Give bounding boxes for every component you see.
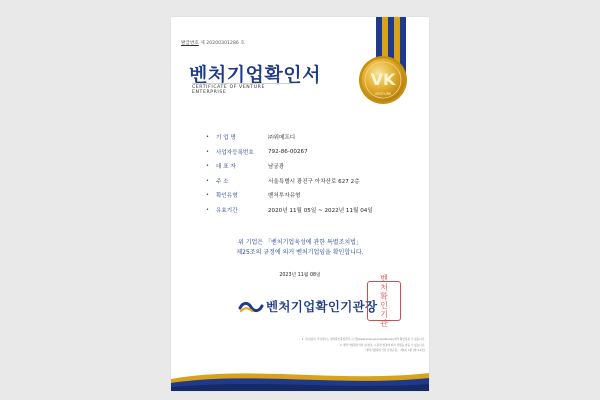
issuer-name: 벤처기업확인기관장 bbox=[266, 299, 378, 314]
bullet-icon: • bbox=[206, 148, 209, 155]
info-row-address bbox=[206, 174, 373, 189]
info-value: 2020년 11월 05일 ~ 2022년 11월 04일 bbox=[268, 207, 373, 214]
decorative-bottom-band bbox=[171, 361, 429, 391]
bullet-icon: • bbox=[206, 134, 209, 141]
footnote: 「벤처기업확인기관 운영규정」 제6조 1항 [제 4-2호] bbox=[363, 349, 425, 353]
footnote: 1. 위 내용의 진위여부는 벤처확인종합관리시스템(www.smes.go.kr/venturein)에서 확인하실 수 있습니다. bbox=[301, 338, 425, 341]
seal-char: 관 bbox=[380, 319, 388, 328]
statement-line-2: 제25조의 규정에 의거 벤처기업임을 확인합니다. bbox=[236, 249, 364, 256]
info-row-representative bbox=[206, 159, 373, 174]
confirmation-statement bbox=[171, 238, 429, 258]
issue-number-label: 발급번호 bbox=[181, 41, 199, 46]
info-row-confirmation-type bbox=[206, 188, 373, 203]
svg-text:VK: VK bbox=[370, 70, 396, 89]
info-value: 벤처투자유형 bbox=[268, 193, 301, 200]
issue-number-line bbox=[181, 40, 245, 46]
seal-char: 확 bbox=[380, 292, 388, 301]
seal-char: 기 bbox=[380, 310, 388, 319]
issue-date: 2023년 11월 08일 bbox=[279, 273, 321, 278]
info-label: 사업자등록번호 bbox=[216, 149, 254, 156]
info-row-business-number bbox=[206, 145, 373, 160]
info-value: 남궁광 bbox=[268, 164, 285, 171]
certificate-title: 벤처기업확인서 bbox=[189, 64, 321, 86]
info-label: 확인유형 bbox=[216, 193, 238, 200]
medal-text: VENTURE bbox=[374, 92, 392, 96]
certificate-subtitle: CERTIFICATE OF VENTURE ENTERPRISE bbox=[192, 83, 293, 95]
info-label: 유효기간 bbox=[216, 207, 238, 214]
bullet-icon: • bbox=[206, 206, 209, 213]
issuer-logo-icon bbox=[238, 299, 264, 315]
info-row-validity-period bbox=[206, 203, 373, 218]
info-row-company-name bbox=[206, 130, 373, 145]
issue-number-value: 제 20200301286 호 bbox=[200, 41, 245, 46]
footnote: 2. 벤처기업확인서의 위·변조 시 관련 법령에 따라 처벌을 받을 수 있습니다. bbox=[339, 343, 425, 347]
certificate-document bbox=[171, 17, 429, 391]
gold-medal-icon bbox=[358, 55, 408, 105]
info-value: ㈜위메프디 bbox=[268, 135, 296, 142]
info-label: 주 소 bbox=[216, 178, 229, 185]
bullet-icon: • bbox=[206, 177, 209, 184]
bullet-icon: • bbox=[206, 192, 209, 199]
seal-char: 인 bbox=[380, 301, 388, 310]
seal-char: 벤 bbox=[380, 274, 388, 283]
info-value: 서울특별시 광진구 아차산로 627 2층 bbox=[268, 178, 360, 185]
official-seal-stamp bbox=[367, 274, 401, 328]
info-value: 792-86-00267 bbox=[268, 148, 308, 155]
statement-line-1: 위 기업은 「벤처기업육성에 관한 특별조치법」 bbox=[238, 239, 362, 246]
info-label: 기 업 명 bbox=[216, 135, 236, 142]
seal-char: 처 bbox=[380, 283, 388, 292]
footnotes bbox=[195, 337, 425, 354]
bullet-icon: • bbox=[206, 163, 209, 170]
company-info-list bbox=[206, 130, 373, 217]
info-label: 대 표 자 bbox=[216, 164, 236, 171]
